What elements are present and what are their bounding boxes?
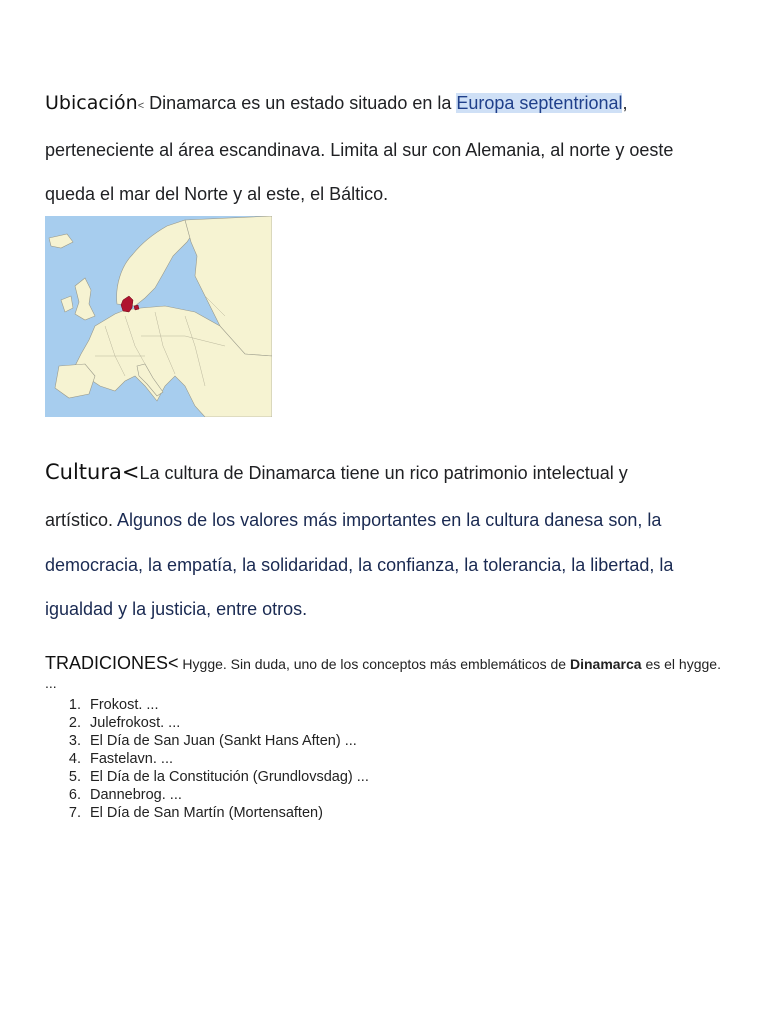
ubicacion-marker: < xyxy=(137,100,145,112)
ubicacion-text-1: Dinamarca es un estado situado en la xyxy=(144,93,457,113)
cultura-line-1 xyxy=(45,460,628,484)
list-item-number: 5. xyxy=(68,769,81,785)
cultura-marker: < xyxy=(121,460,140,484)
list-item-text: Fastelavn. ... xyxy=(90,751,174,767)
tradiciones-intro-b: es el hygge. ... xyxy=(45,656,721,691)
list-item-text: El Día de la Constitución (Grundlovsdag) ... xyxy=(90,769,369,785)
list-item-number: 3. xyxy=(68,733,81,749)
ubicacion-comma: , xyxy=(622,93,628,113)
list-item-text: Julefrokost. ... xyxy=(90,715,181,731)
list-item-text: El Día de San Juan (Sankt Hans Aften) ... xyxy=(90,733,357,749)
list-item-number: 4. xyxy=(68,751,81,767)
cultura-line-4: igualdad y la justicia, entre otros. xyxy=(45,599,308,619)
ubicacion-line-1 xyxy=(45,92,628,114)
cultura-text-2b: Algunos de los valores más importantes en la cultura danesa son, la xyxy=(113,510,662,530)
cultura-line-2 xyxy=(45,510,661,531)
tradiciones-intro-bold: Dinamarca xyxy=(569,656,642,672)
list-item xyxy=(45,804,369,822)
list-item-number: 2. xyxy=(68,715,81,731)
list-item-text: Frokost. ... xyxy=(90,697,159,713)
list-item xyxy=(45,714,369,732)
list-item xyxy=(45,768,369,786)
cultura-text-2a: artístico. xyxy=(45,510,114,530)
europe-map-image xyxy=(45,216,272,417)
tradiciones-intro-a: Hygge. Sin duda, uno de los conceptos más emblemáticos de xyxy=(178,656,570,672)
cultura-heading: Cultura xyxy=(45,460,122,484)
list-item xyxy=(45,696,369,714)
list-item xyxy=(45,732,369,750)
list-item-text: Dannebrog. ... xyxy=(90,787,182,803)
tradiciones-heading: TRADICIONES< xyxy=(45,653,179,673)
list-item-text: El Día de San Martín (Mortensaften) xyxy=(90,805,323,821)
list-item-number: 1. xyxy=(68,697,81,713)
ubicacion-heading: Ubicación xyxy=(45,92,138,114)
ubicacion-line-3: queda el mar del Norte y al este, el Báltico. xyxy=(45,184,389,204)
europa-septentrional-link[interactable]: Europa septentrional xyxy=(456,93,623,113)
list-item-number: 6. xyxy=(68,787,81,803)
cultura-line-3: democracia, la empatía, la solidaridad, la confianza, la tolerancia, la libertad, la xyxy=(45,555,674,575)
list-item-number: 7. xyxy=(68,805,81,821)
cultura-text-1: La cultura de Dinamarca tiene un rico patrimonio intelectual y xyxy=(139,463,628,483)
list-item xyxy=(45,750,369,768)
tradiciones-intro xyxy=(45,654,725,693)
europe-map-svg xyxy=(45,216,272,417)
ubicacion-line-2: perteneciente al área escandinava. Limita al sur con Alemania, al norte y oeste xyxy=(45,140,674,160)
list-item xyxy=(45,786,369,804)
tradiciones-list xyxy=(45,696,369,822)
